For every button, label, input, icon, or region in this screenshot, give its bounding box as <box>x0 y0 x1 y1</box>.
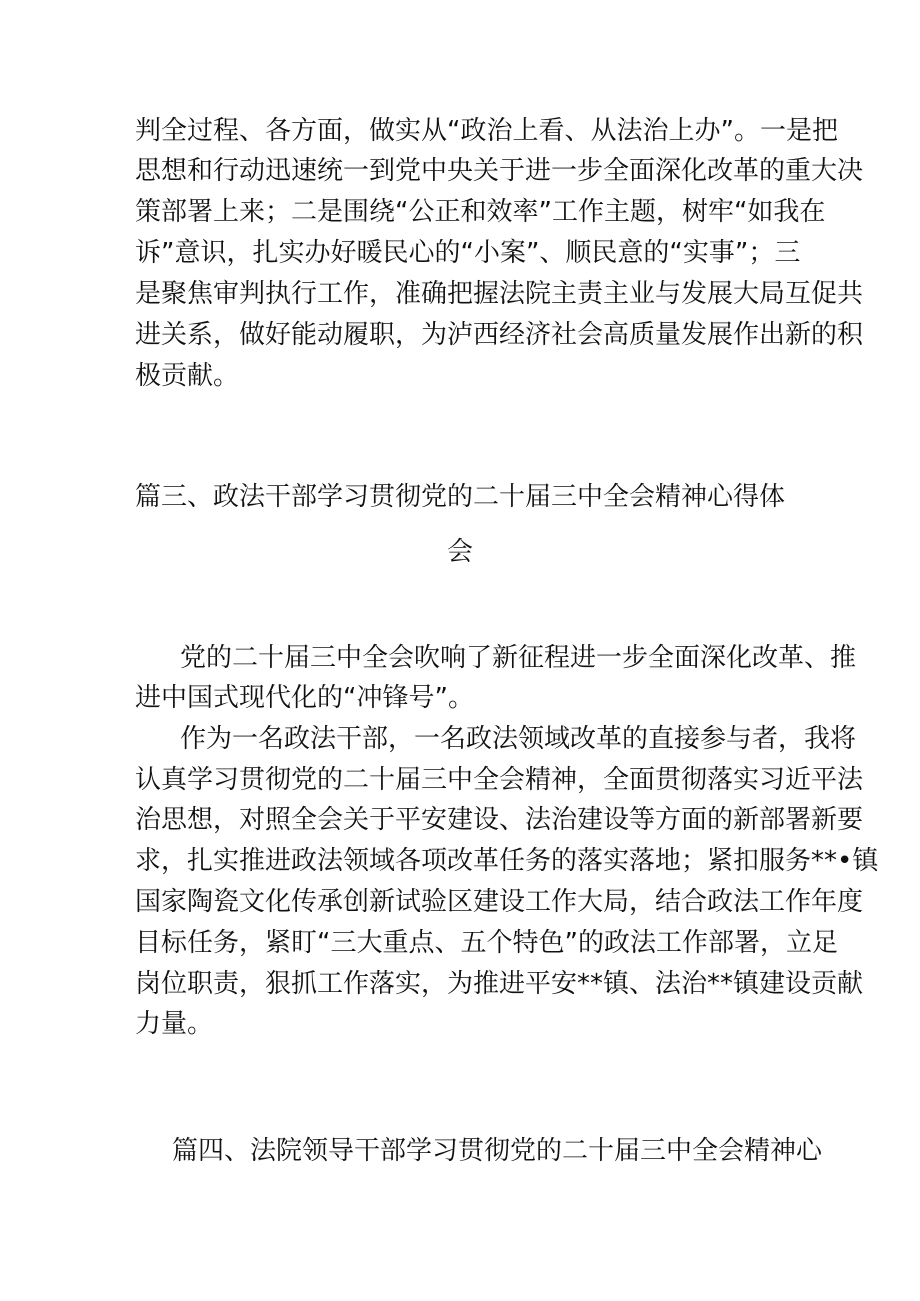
paragraph-line: 进关系，做好能动履职，为泸西经济社会高质量发展作出新的积 <box>135 320 864 350</box>
paragraph-line: 认真学习贯彻党的二十届三中全会精神，全面贯彻落实习近平法 <box>135 765 864 795</box>
paragraph-line: 岗位职责，狠抓工作落实，为推进平安**镇、法治**镇建设贡献 <box>135 969 864 999</box>
section-heading-continuation: 会 <box>446 537 473 567</box>
paragraph-line: 国家陶瓷文化传承创新试验区建设工作大局，结合政法工作年度 <box>135 887 864 917</box>
paragraph-line: 诉”意识，扎实办好暖民心的“小案”、顺民意的“实事”；三 <box>135 238 801 268</box>
paragraph-line: 力量。 <box>135 1009 214 1039</box>
section-heading: 篇三、政法干部学习贯彻党的二十届三中全会精神心得体 <box>135 482 786 512</box>
paragraph-line: 求，扎实推进政法领域各项改革任务的落实落地；紧扣服务**•镇 <box>135 846 879 876</box>
paragraph-line: 策部署上来；二是围绕“公正和效率”工作主题，树牢“如我在 <box>135 197 826 227</box>
section-heading: 篇四、法院领导干部学习贯彻党的二十届三中全会精神心 <box>172 1136 823 1166</box>
paragraph-line: 目标任务，紧盯“三大重点、五个特色”的政法工作部署，立足 <box>135 928 838 958</box>
paragraph-line: 是聚焦审判执行工作，准确把握法院主责主业与发展大局互促共 <box>135 279 864 309</box>
paragraph-line: 判全过程、各方面，做实从“政治上看、从法治上办”。一是把 <box>135 116 838 146</box>
paragraph-line: 作为一名政法干部，一名政法领域改革的直接参与者，我将 <box>180 724 857 754</box>
paragraph-line: 治思想，对照全会关于平安建设、法治建设等方面的新部署新要 <box>135 805 864 835</box>
paragraph-line: 进中国式现代化的“冲锋号”。 <box>135 683 474 713</box>
paragraph-line: 党的二十届三中全会吹响了新征程进一步全面深化改革、推 <box>180 643 857 673</box>
paragraph-line: 极贡献。 <box>135 361 240 391</box>
paragraph-line: 思想和行动迅速统一到党中央关于进一步全面深化改革的重大决 <box>135 156 864 186</box>
